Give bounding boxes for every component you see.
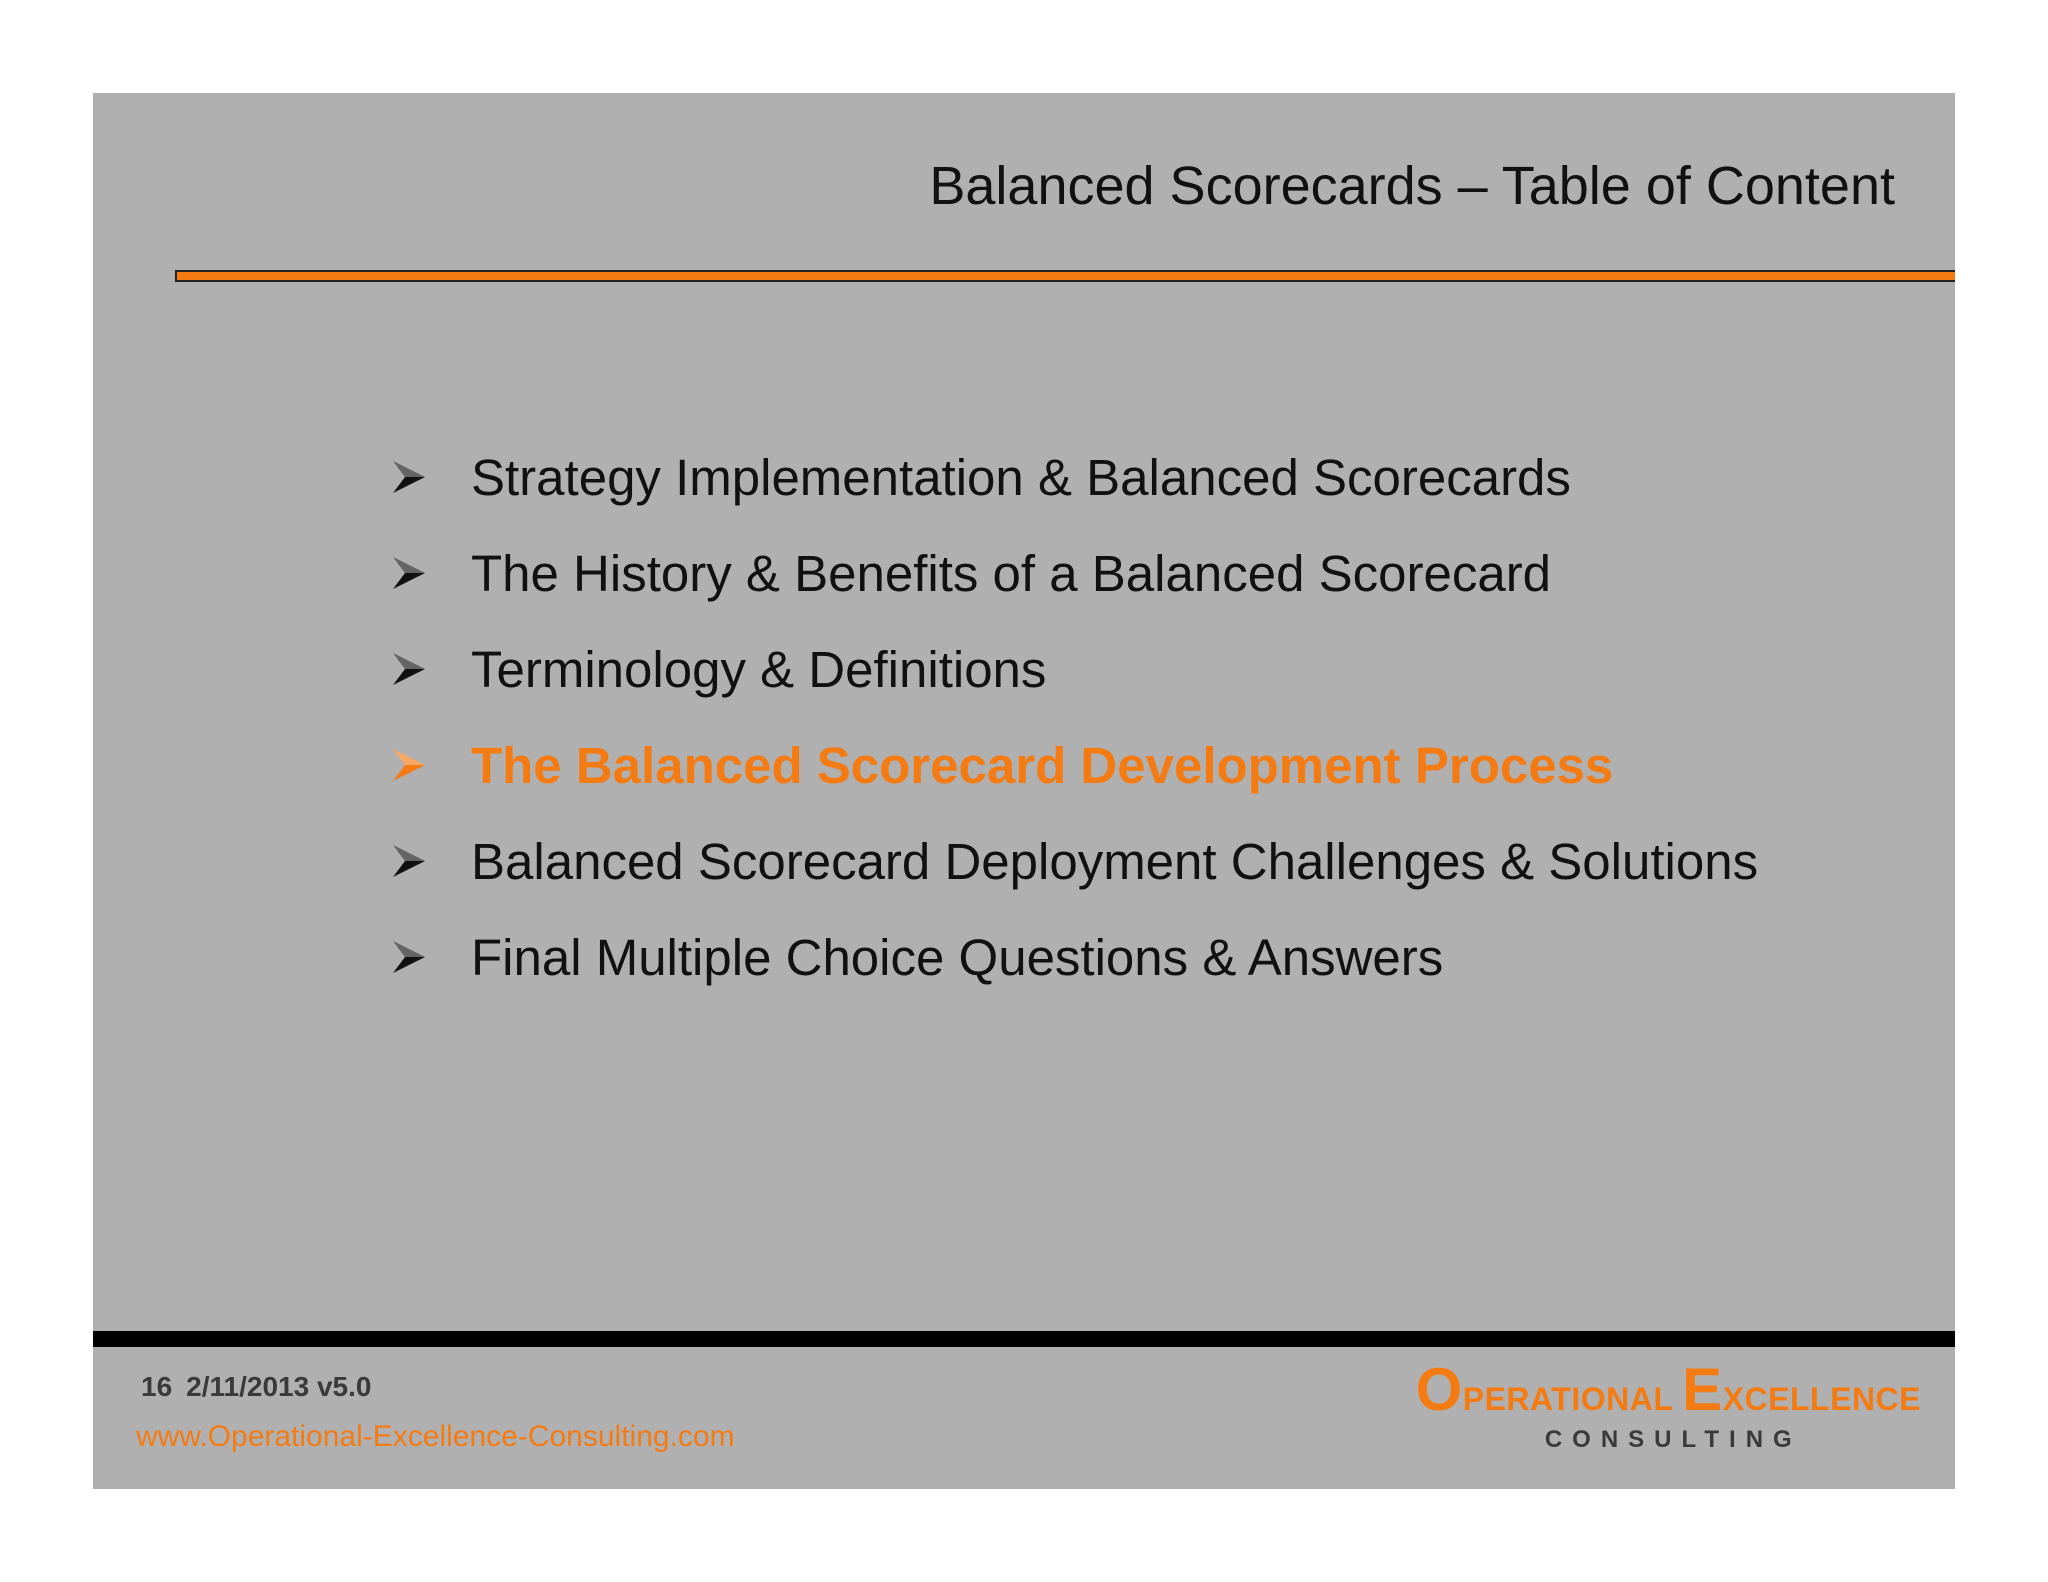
toc-item-label: The History & Benefits of a Balanced Scorecard — [471, 544, 1552, 602]
toc-item-current — [386, 717, 1758, 813]
toc-item — [386, 429, 1758, 525]
toc-item-label: Balanced Scorecard Deployment Challenges & Solutions — [471, 832, 1759, 890]
footer-divider — [93, 1331, 1955, 1347]
slide-number: 16 — [141, 1371, 173, 1402]
table-of-contents — [386, 429, 1758, 1005]
arrow-bullet-icon — [391, 555, 427, 591]
logo-subtitle: CONSULTING — [1544, 1426, 1802, 1453]
toc-item — [386, 621, 1758, 717]
arrow-bullet-icon — [391, 939, 427, 975]
arrow-bullet-icon — [391, 459, 427, 495]
arrow-bullet-icon — [391, 747, 427, 783]
slide-title: Balanced Scorecards – Table of Content — [929, 156, 1895, 216]
toc-item-label: Terminology & Definitions — [471, 640, 1047, 698]
toc-item — [386, 813, 1758, 909]
toc-item-label: Final Multiple Choice Questions & Answers — [471, 928, 1444, 986]
slide — [93, 93, 1955, 1489]
footer-url-link[interactable]: www.Operational-Excellence-Consulting.com — [136, 1420, 735, 1453]
arrow-bullet-icon — [391, 843, 427, 879]
title-divider — [175, 270, 1955, 282]
toc-item — [386, 909, 1758, 1005]
arrow-bullet-icon — [391, 651, 427, 687]
logo-wordmark: OPERATIONAL EXCELLENCE — [1415, 1356, 1921, 1423]
company-logo — [1415, 1356, 1921, 1454]
toc-item — [386, 525, 1758, 621]
toc-item-label: Strategy Implementation & Balanced Scorecards — [471, 448, 1571, 506]
date-version: 2/11/2013 v5.0 — [186, 1371, 372, 1402]
toc-item-label: The Balanced Scorecard Development Process — [471, 736, 1614, 794]
footer-meta — [141, 1371, 371, 1403]
